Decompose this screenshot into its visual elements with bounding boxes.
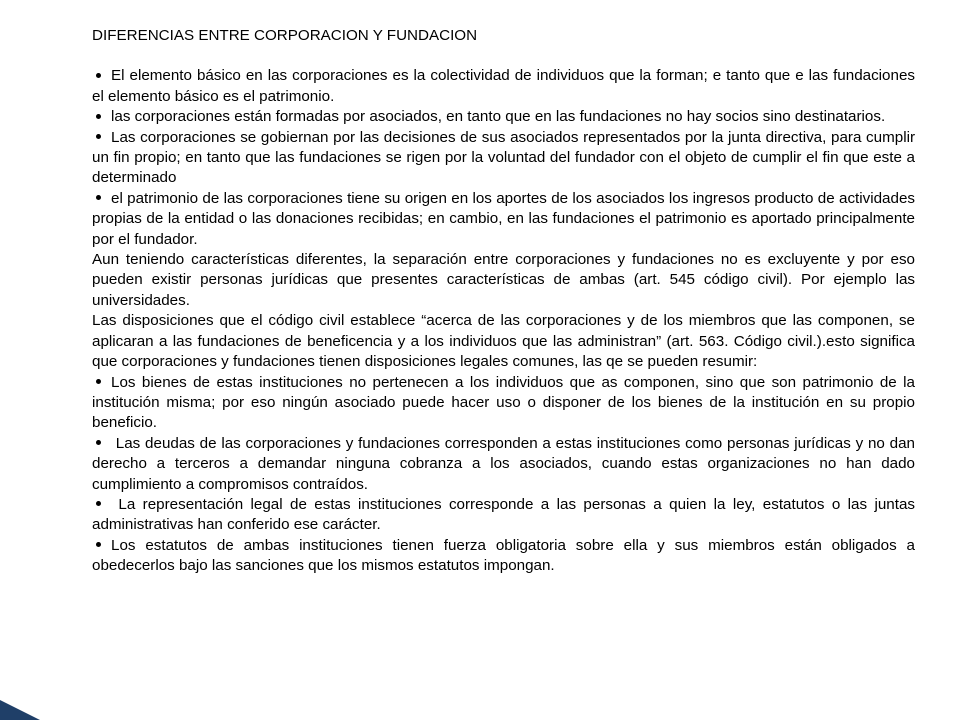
bullet-item	[92, 495, 915, 536]
paragraph-text: La representación legal de estas instituciones corresponde a las personas a quien la ley, estatutos o las juntas administrativas han conferido ese carácter.	[92, 495, 915, 534]
arrow-shape	[0, 700, 40, 720]
bullet-item	[92, 128, 915, 189]
bullet-item	[92, 66, 915, 107]
paragraph-text: Los bienes de estas instituciones no pertenecen a los individuos que as componen, sino que son patrimonio de la institución misma; por eso ningún asociado puede hacer uso o disponer de los bienes de la institución en su propio beneficio.	[92, 373, 915, 432]
bullet-icon	[96, 134, 101, 139]
paragraph-text: El elemento básico en las corporaciones es la colectividad de individuos que la forman; e tanto que e las fundaciones el elemento básico es el patrimonio.	[92, 67, 915, 105]
bullet-item	[92, 373, 915, 434]
bullet-icon	[96, 73, 101, 78]
bullet-icon	[96, 501, 101, 506]
body-paragraph	[92, 250, 915, 311]
bullet-item	[92, 434, 915, 495]
paragraph-text: Las deudas de las corporaciones y fundaciones corresponden a estas instituciones como personas jurídicas y no dan derecho a terceros a demandar ninguna cobranza a los asociados, cuando estas organizaciones no han dado cumplimiento a compromisos contraídos.	[92, 434, 915, 493]
page-title: DIFERENCIAS ENTRE CORPORACION Y FUNDACION	[92, 27, 478, 44]
paragraph-text: Aun teniendo características diferentes, la separación entre corporaciones y fundaciones no es excluyente y por eso pueden existir personas jurídicas que presentes características de ambas (art. 545 código civil). Por ejemplo las universidades.	[92, 251, 915, 309]
bullet-item	[92, 189, 915, 250]
bullet-icon	[96, 542, 101, 547]
bullet-icon	[96, 195, 101, 200]
bullet-icon	[96, 379, 101, 384]
bullet-icon	[96, 440, 101, 445]
paragraph-text: el patrimonio de las corporaciones tiene su origen en los aportes de los asociados los ingresos producto de actividades propias de la entidad o las donaciones recibidas; en cambio, en las fundaciones el patrimonio es aportado principalmente por el fundador.	[92, 189, 915, 248]
body-paragraph	[92, 311, 915, 372]
paragraph-text: Las corporaciones se gobiernan por las decisiones de sus asociados representados por la junta directiva, para cumplir un fin propio; en tanto que las fundaciones se rigen por la voluntad del fundador con el objeto de cumplir el fin que este a determinado	[92, 128, 915, 187]
bullet-item	[92, 107, 915, 127]
slide-text-body	[92, 26, 915, 577]
bullet-icon	[96, 114, 101, 119]
corner-arrow-decoration	[0, 660, 60, 720]
bullet-item	[92, 536, 915, 577]
paragraph-text: las corporaciones están formadas por asociados, en tanto que en las fundaciones no hay socios sino destinatarios.	[111, 108, 886, 126]
paragraph-text: Los estatutos de ambas instituciones tienen fuerza obligatoria sobre ella y sus miembros están obligados a obedecerlos bajo las sanciones que los mismos estatutos impongan.	[92, 536, 915, 575]
paragraph-text: Las disposiciones que el código civil establece “acerca de las corporaciones y de los miembros que las componen, se aplicaran a las fundaciones de beneficencia y a los individuos que las administran” (art. 563. Código civil.).esto significa que corporaciones y fundaciones tienen disposiciones legales comunes, las qe se pueden resumir:	[92, 312, 915, 371]
